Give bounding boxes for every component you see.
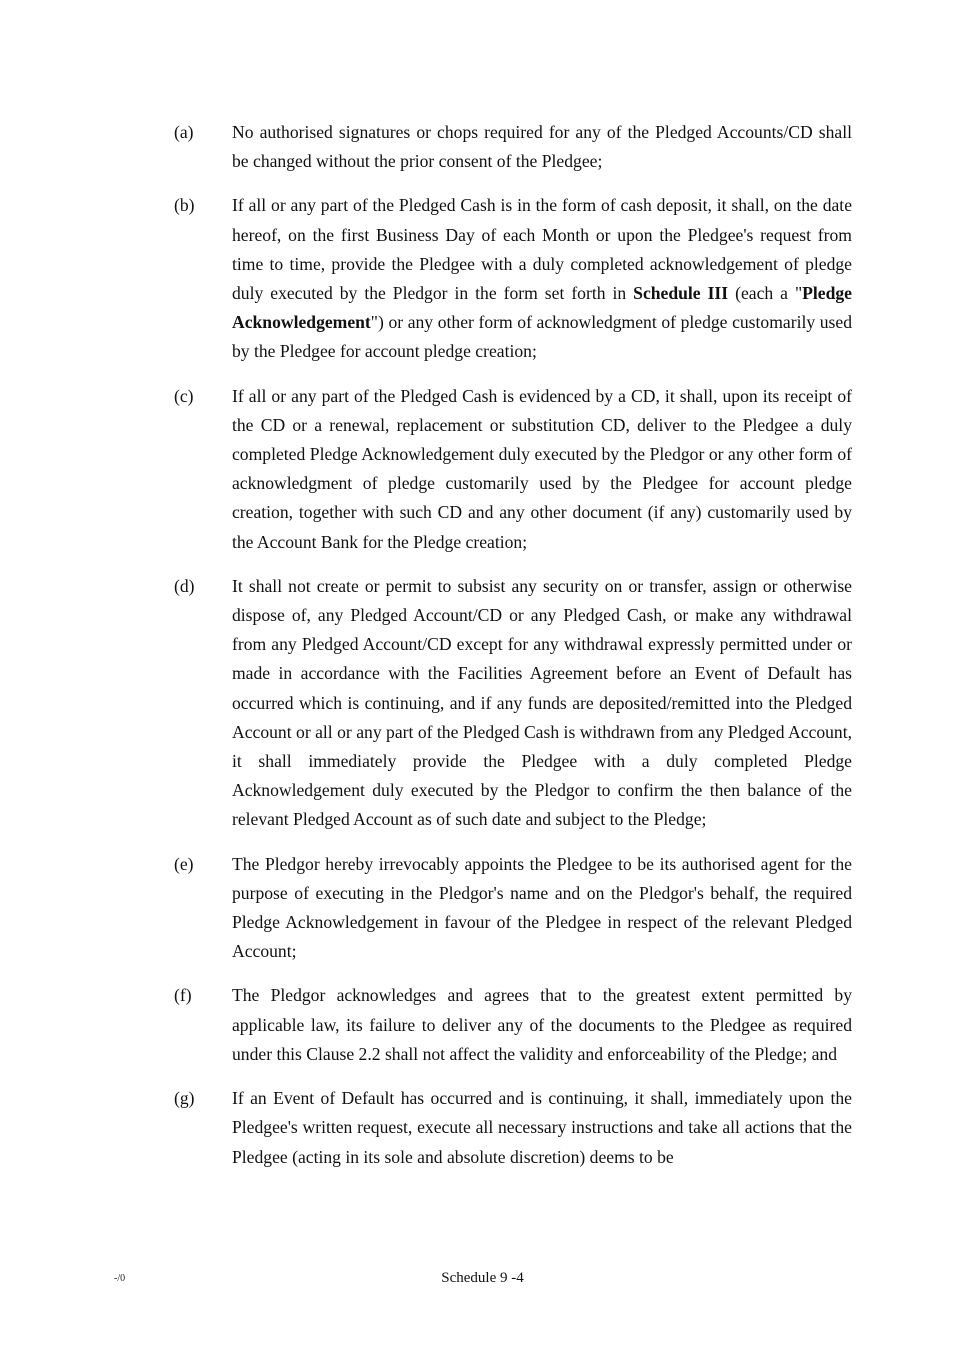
clause-text-part: If all or any part of the Pledged Cash is in the form of cash deposit, it shall, on the date hereof, on the first Business Day of each Month or upon the Pledgee's request from time to time, provide the Pledgee with a duly completed acknowledgement of pledge duly executed by the Pledgor in the form set forth in xyxy=(232,195,852,304)
footer-document-code: -/0 xyxy=(114,1273,126,1284)
clause-label: (f) xyxy=(174,985,192,1006)
defined-term: Pledge Acknowledgement xyxy=(232,283,852,333)
clause-label: (b) xyxy=(174,195,195,216)
clause-label: (g) xyxy=(174,1088,195,1109)
clause-text: If all or any part of the Pledged Cash is evidenced by a CD, it shall, upon its receipt of the CD or a renewal, replacement or substitution CD, deliver to the Pledgee a duly completed Pledge Acknowledgement duly executed by the Pledgor or any other form of acknowledgment of pledge customarily used by the Pledgee for account pledge creation, together with such CD and any other document (if any) customarily used by the Account Bank for the Pledge creation; xyxy=(232,385,852,552)
clause-text: It shall not create or permit to subsist any security on or transfer, assign or otherwise dispose of, any Pledged Account/CD or any Pledged Cash, or make any withdrawal from any Pledged Account/CD except for any withdrawal expressly permitted under or made in accordance with the Facilities Agreement before an Event of Default has occurred which is continuing, and if any funds are deposited/remitted into the Pledged Account or all or any part of the Pledged Cash is withdrawn from any Pledged Account, it shall immediately provide the Pledgee with a duly completed Pledge Acknowledgement duly executed by the Pledgor to confirm the then balance of the relevant Pledged Account as of such date and subject to the Pledge; xyxy=(232,575,852,830)
clause-label: (e) xyxy=(174,853,194,874)
clause-text: No authorised signatures or chops required for any of the Pledged Accounts/CD shall be changed without the prior consent of the Pledgee; xyxy=(232,122,852,172)
clause-text: The Pledgor hereby irrevocably appoints the Pledgee to be its authorised agent for the purpose of executing in the Pledgor's name and on the Pledgor's behalf, the required Pledge Acknowledgement in favour of the Pledgee in respect of the relevant Pledged Account; xyxy=(232,853,852,962)
schedule-reference: Schedule III xyxy=(633,283,729,304)
clause-label: (d) xyxy=(174,575,195,596)
clause-a xyxy=(174,118,852,176)
clause-label: (a) xyxy=(174,122,194,142)
clause-text-part: (each a " xyxy=(728,283,803,304)
clause-list xyxy=(174,118,852,1187)
clause-text: The Pledgor acknowledges and agrees that to the greatest extent permitted by applicable law, its failure to deliver any of the documents to the Pledgee as required under this Clause 2.2 shall not affect the validity and enforceability of the Pledge; and xyxy=(232,985,852,1064)
clause-text xyxy=(232,191,852,366)
clause-e xyxy=(174,850,852,967)
clause-g xyxy=(174,1084,852,1172)
clause-text: If an Event of Default has occurred and is continuing, it shall, immediately upon the Pledgee's written request, execute all necessary instructions and take all actions that the Pledgee (acting in its sole and absolute discretion) deems to be xyxy=(232,1088,852,1167)
footer-page-label: Schedule 9 -4 xyxy=(441,1270,524,1286)
clause-c xyxy=(174,382,852,557)
clause-d xyxy=(174,572,852,835)
clause-text-part: ") or any other form of acknowledgment of pledge customarily used by the Pledgee for account pledge creation; xyxy=(232,312,852,362)
clause-label: (c) xyxy=(174,385,194,406)
clause-f xyxy=(174,981,852,1069)
clause-b xyxy=(174,191,852,366)
